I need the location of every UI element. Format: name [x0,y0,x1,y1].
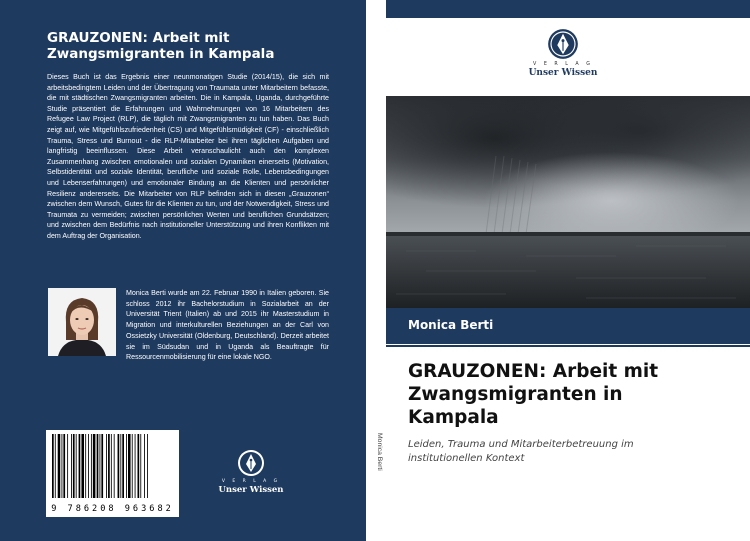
publisher-name: Unser Wissen [218,485,284,495]
front-author-name: Monica Berti [408,318,494,332]
back-publisher-logo [211,449,291,495]
barcode-icon [50,434,175,500]
author-photo [48,288,116,356]
spine-author: Monica Berti [376,433,383,471]
front-top-bar [386,0,750,18]
publisher-name: Unser Wissen [528,68,598,78]
back-cover-title [47,30,347,62]
subtitle-line: Leiden, Trauma und Mitarbeiterbetreuung im [408,439,634,450]
book-description: Dieses Buch ist das Ergebnis einer neunmonatigen Studie (2014/15), die sich mit arbeitsbedingtem Leiden und der Übertragung von Traumata unter Mitarbeitern befasste, die mit städtischen Zwangsmigranten arbeiten. Die in Kampala, Uganda, durchgeführte Studie präsentiert die Erfahrungen und Wahrnehmungen von 16 Mitarbeitern des Refugee Law Project (RLP), die täglich mit Zwangsmigranten zu tun haben. Das Buch zeigt auf, wie Mitgefühlszufriedenheit (CS) und Mitgefühlsmüdigkeit (CF) - einschließlich Trauma, Stress und Burnout - die RLP-Mitarbeiter bei ihren täglichen Aufgaben und langfristig beeinflussen. Diese Arbeit veranschaulicht auch den komplexen Zusammenhang zwischen emotionalen und sozialen Dynamiken einerseits (Motivation, Selbstidentität und soziale Identität, berufliche und soziale Rolle, Lebensbedingungen und Lebenserfahrungen) und emotionaler Bindung an die Klienten und persönlicher Resilienz andererseits. Die Mitarbeiter von RLP befinden sich in diesen „Grauzonen“ zwischen dem Wunsch, Gutes für die Klienten zu tun, und der Notwendigkeit, Stress und Traumata zu vermeiden; zwischen persönlichen Werten und beruflichen Grundsätzen; und zwischen dem Bedürfnis nach institutioneller Unterstützung und ihren Konflikten mit dem Auftrag der Organisation. [47,73,329,240]
front-cover-subtitle [408,438,728,465]
cover-photo-stormy-lake [386,96,750,308]
isbn-number: 9 786208 963682 [51,504,174,514]
author-bio: Monica Berti wurde am 22. Februar 1990 in Italien geboren. Sie schloss 2012 ihr Bachelorstudium in Sozialarbeit an der Universität Trient (Italien) ab und 2015 ihr Masterstudium in Migration und interkulturellen Beziehungen an der Carl von Ossietzky Universität (Oldenburg, Deutschland). Derzeit arbeitet sie im Südsudan und in Uganda als Beauftragte für Ressourcenmobilisierung für eine lokale NGO. [126,289,329,362]
divider-line [386,345,750,347]
front-title-line: Zwangsmigranten in [408,384,623,405]
front-publisher-logo [523,28,603,78]
isbn-barcode [46,430,179,517]
subtitle-line: institutionellen Kontext [408,452,525,464]
front-cover-title [408,360,728,429]
fountain-pen-nib-icon [237,449,265,477]
fountain-pen-nib-icon [547,28,579,60]
publisher-tag: V E R L A G [533,62,593,67]
front-title-line: Kampala [408,407,499,428]
back-title-line: Zwangsmigranten in Kampala [47,46,275,62]
publisher-tag: V E R L A G [221,479,281,484]
front-title-line: GRAUZONEN: Arbeit mit [408,361,659,382]
back-cover [0,0,366,541]
back-title-line: GRAUZONEN: Arbeit mit [47,30,230,46]
